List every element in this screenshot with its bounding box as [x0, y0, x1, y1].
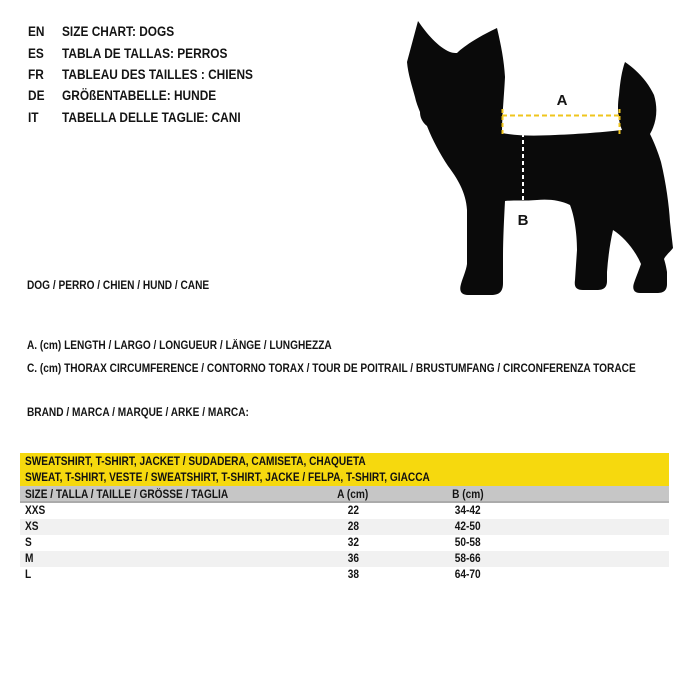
- table-row: [20, 503, 669, 519]
- species-line: [27, 278, 234, 294]
- cell-b-value: 58-66: [455, 553, 481, 565]
- measurement-a-text: A. (cm) LENGTH / LARGO / LONGUEUR / LÄNGE / LUNGHEZZA: [27, 340, 332, 352]
- banner-line-1: [25, 454, 669, 470]
- measurement-c-text: C. (cm) THORAX CIRCUMFERENCE / CONTORNO TORAX / TOUR DE POITRAIL / BRUSTUMFANG / CIRCONFERENZA TORACE: [27, 363, 636, 375]
- column-header-a-cm: A (cm): [337, 488, 369, 501]
- language-row-it: [28, 107, 279, 128]
- column-header-size: SIZE / TALLA / TAILLE / GRÖSSE / TAGLIA: [25, 488, 229, 501]
- measure-a-label: A: [556, 92, 568, 109]
- language-title-list: [28, 21, 279, 128]
- cell-a-value: 32: [347, 537, 359, 549]
- garment-type-banner: [20, 453, 669, 486]
- table-row: [20, 551, 669, 567]
- cell-a-value: 22: [347, 505, 359, 517]
- language-code: IT: [28, 109, 39, 125]
- language-title: TABLEAU DES TAILLES : CHIENS: [62, 66, 253, 82]
- language-code: EN: [28, 24, 45, 40]
- banner-line-2-text: SWEAT, T-SHIRT, VESTE / SWEATSHIRT, T-SHIRT, JACKE / FELPA, T-SHIRT, GIACCA: [25, 471, 430, 484]
- species-line-text: DOG / PERRO / CHIEN / HUND / CANE: [27, 280, 210, 292]
- size-table: [20, 453, 669, 583]
- dog-silhouette-figure: [380, 0, 700, 300]
- brand-line-text: BRAND / MARCA / MARQUE / ARKE / MARCA:: [27, 407, 249, 419]
- language-code: ES: [28, 45, 44, 61]
- cell-a-value: 36: [347, 553, 359, 565]
- table-header-row: [20, 486, 669, 503]
- language-title: GRÖßENTABELLE: HUNDE: [62, 88, 217, 104]
- language-title: SIZE CHART: DOGS: [62, 24, 175, 40]
- language-code: FR: [28, 66, 44, 82]
- language-row-en: [28, 21, 279, 42]
- language-title: TABLA DE TALLAS: PERROS: [62, 45, 228, 61]
- cell-b-value: 42-50: [455, 521, 481, 533]
- dog-silhouette: [407, 21, 673, 295]
- table-row: [20, 535, 669, 551]
- language-code: DE: [28, 88, 45, 104]
- cell-size: L: [25, 569, 32, 581]
- cell-a-value: 28: [347, 521, 359, 533]
- column-header-b-cm: B (cm): [452, 488, 484, 501]
- cell-size: XXS: [25, 505, 46, 517]
- cell-b-value: 50-58: [455, 537, 481, 549]
- cell-a-value: 38: [347, 569, 359, 581]
- cell-size: M: [25, 553, 34, 565]
- table-row: [20, 519, 669, 535]
- cell-b-value: 64-70: [455, 569, 481, 581]
- measurement-a-legend: [27, 338, 373, 354]
- language-row-de: [28, 85, 279, 106]
- measure-b-label: B: [517, 212, 529, 229]
- table-row: [20, 567, 669, 583]
- language-row-es: [28, 42, 279, 63]
- cell-size: S: [25, 537, 32, 549]
- language-row-fr: [28, 64, 279, 85]
- brand-line: [27, 405, 279, 421]
- language-title: TABELLA DELLE TAGLIE: CANI: [62, 109, 241, 125]
- banner-line-1-text: SWEATSHIRT, T-SHIRT, JACKET / SUDADERA, CAMISETA, CHAQUETA: [25, 455, 366, 468]
- cell-size: XS: [25, 521, 39, 533]
- cell-b-value: 34-42: [455, 505, 481, 517]
- measurement-c-legend: [27, 361, 700, 377]
- banner-line-2: [25, 470, 669, 486]
